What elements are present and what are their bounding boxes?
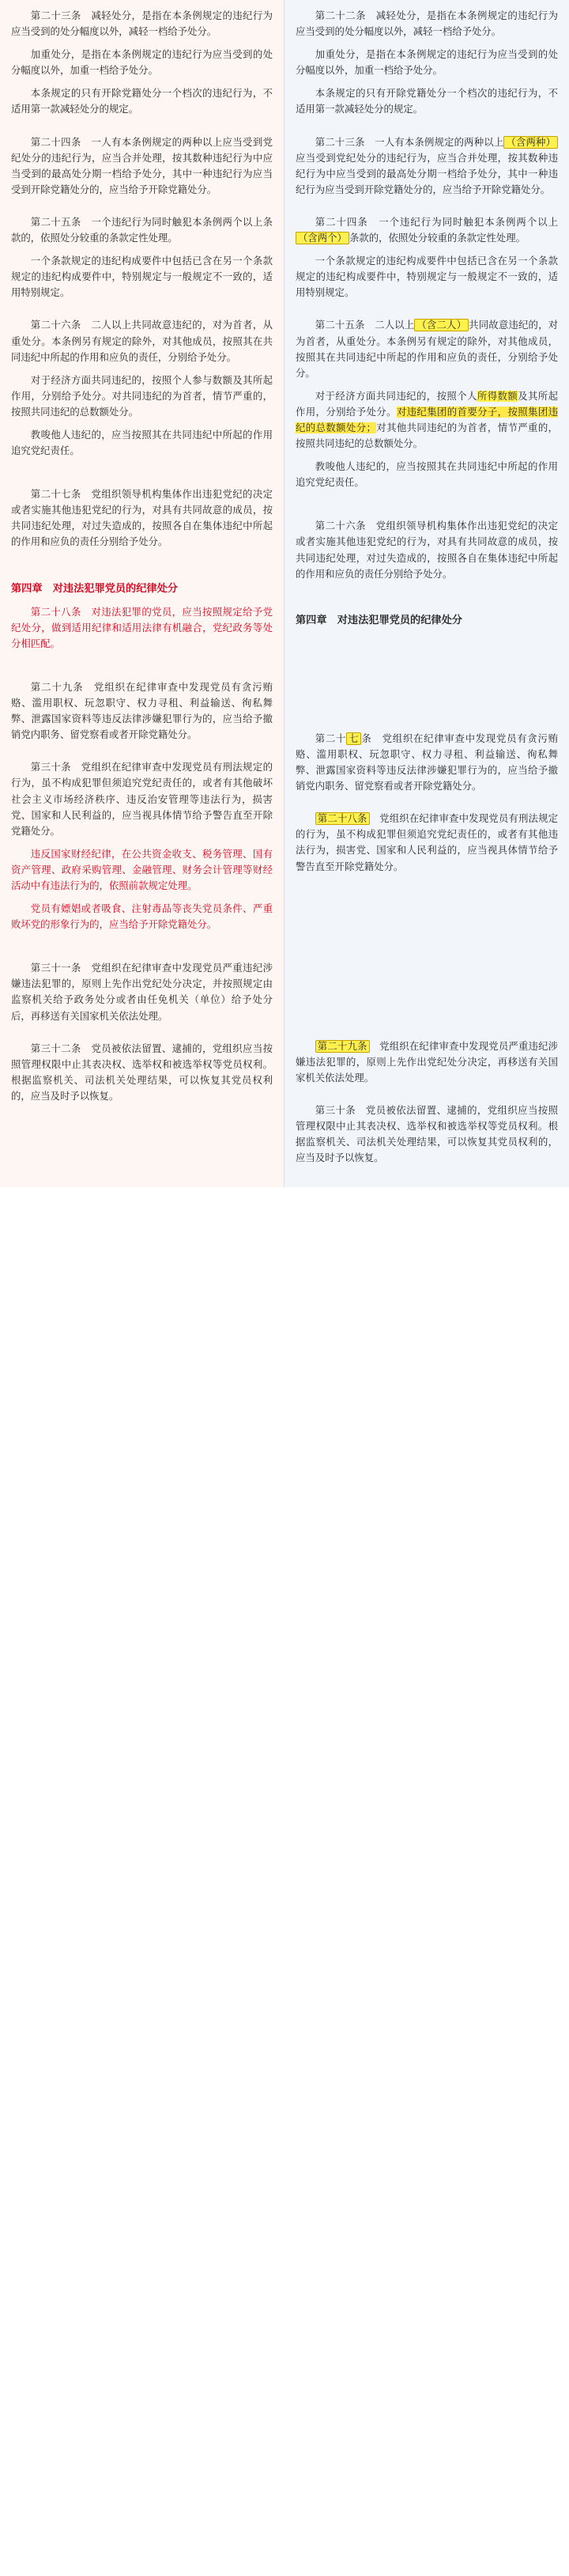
revision-mark: 第二十八条: [315, 812, 370, 825]
spacer: [296, 882, 558, 977]
paragraph-with-mark: [296, 134, 558, 198]
spacer: [296, 205, 558, 214]
text-after: 共同故意违纪的，对为首者，从重处分。本条例另有规定的除外，对其他成员，按照其在共同违纪中所起的作用和应负的责任，分别给予处分。: [296, 320, 559, 379]
paragraph-with-mark: [296, 1038, 558, 1086]
document-comparison: [0, 0, 569, 1187]
text-after: 条款的，依照处分较重的条款定性处理。: [349, 233, 526, 244]
text-before: 第二十三条 一人有本条例规定的两种以上: [315, 136, 504, 148]
paragraph-with-mark: [296, 214, 558, 246]
spacer: [296, 1093, 558, 1103]
spacer: [296, 977, 558, 1038]
text-mid: 两个以上: [516, 216, 559, 228]
spacer: [296, 308, 558, 317]
text-after: 条 党组织在纪律审查中发现党员有贪污贿赂、滥用职权、玩忽职守、权力寻租、利益输送、徇私舞弊、泄露国家资料等违反法律涉嫌犯罪行为的，应当给予撤销党内职务、留党察看或者开除党籍处分。: [296, 732, 559, 792]
paragraph: 一个条款规定的违纪构成要件中包括已含在另一个条款规定的违纪构成要件中，特别规定与一般规定不一致的，适用特别规定。: [11, 255, 273, 299]
paragraph: 第二十九条 党组织在纪律审查中发现党员有贪污贿赂、滥用职权、玩忽职守、权力寻租、利益输送、徇私舞弊、泄露国家资料等违反法律涉嫌犯罪行为的，应当给予撤销党内职务、留党察看或者开除党籍处分。: [11, 681, 273, 741]
text-after: 应当受到党纪处分的违纪行为，应当合并处理，按其数种违纪行为中应当受到的最高处分期一档给予处分，其中一种违纪行为应当受到开除党籍处分的，应当给予开除党籍处分。: [296, 152, 558, 195]
paragraph-with-mark: [296, 811, 558, 874]
paragraph-with-mark: [296, 317, 558, 380]
revision-mark: （含二人）: [414, 319, 469, 331]
paragraph: 第三十一条 党组织在纪律审查中发现党员严重违纪涉嫌违法犯罪的，原则上先作出党纪处分决定，并按照规定由监察机关给予政务处分或者由任免机关（单位）给予处分后，再移送有关国家机关依法处理。: [11, 963, 273, 1022]
revision-highlight: 对违纪集团的首要分子，按照集团违纪的总数额处分；: [296, 406, 558, 433]
paragraph: 第三十条 党员被依法留置、逮捕的，党组织应当按照管理权限中止其表决权、选举权和被选举权等党员权利。根据监察机关、司法机关处理结果，可以恢复其党员权利的，应当及时予以恢复。: [296, 1104, 558, 1164]
paragraph: 第二十七条 党组织领导机构集体作出违犯党纪的决定或者实施其他违犯党纪的行为，对具有共同故意的成员，按共同违纪处理，对过失造成的，按照各自在集体违纪中所起的作用和应负的责任分别给予处分。: [11, 489, 273, 548]
paragraph-revised: 党员有嫖娼或者吸食、注射毒品等丧失党员条件、严重败坏党的形象行为的，应当给予开除党籍处分。: [11, 903, 273, 931]
paragraph: 教唆他人违纪的，应当按照其在共同违纪中所起的作用追究党纪责任。: [11, 429, 273, 457]
paragraph: 加重处分，是指在本条例规定的违纪行为应当受到的处分幅度以外，加重一档给予处分。: [296, 49, 558, 77]
spacer: [11, 205, 273, 214]
paragraph: 第二十二条 减轻处分，是指在本条例规定的违纪行为应当受到的处分幅度以外，减轻一档给予处分。: [296, 10, 558, 38]
text-mid: 及其所起作用，分别给予处分。: [296, 390, 559, 418]
text-before: 第二十五条 二人以上: [315, 320, 415, 331]
paragraph-with-mark: [296, 388, 558, 452]
spacer: [11, 1031, 273, 1041]
spacer: [296, 125, 558, 134]
paragraph: 本条规定的只有开除党籍处分一个档次的违纪行为，不适用第一款减轻处分的规定。: [296, 88, 558, 115]
paragraph-with-mark: [296, 731, 558, 794]
spacer: [296, 497, 558, 518]
paragraph: 第三十条 党组织在纪律审查中发现党员有刑法规定的行为，虽不构成犯罪但须追究党纪责任的，或者有其他破坏社会主义市场经济秩序、违反治安管理等违法行为，损害党、国家和人民利益的，应当视具体情节给予警告直至开除党籍处分。: [11, 762, 273, 837]
revision-mark: 七: [346, 732, 361, 745]
chapter-heading: 第四章 对违法犯罪党员的纪律处分: [11, 581, 178, 594]
paragraph: 一个条款规定的违纪构成要件中包括已含在另一个条款规定的违纪构成要件中，特别规定与一般规定不一致的，适用特别规定。: [296, 255, 558, 299]
spacer: [11, 750, 273, 759]
spacer: [296, 801, 558, 811]
paragraph: 本条规定的只有开除党籍处分一个档次的违纪行为，不适用第一款减轻处分的规定。: [11, 88, 273, 115]
paragraph: 第二十六条 党组织领导机构集体作出违犯党纪的决定或者实施其他违犯党纪的行为，对具有共同故意的成员，按共同违纪处理，对过失造成的，按照各自在集体违纪中所起的作用和应负的责任分别给予处分。: [296, 520, 558, 580]
paragraph: 第二十三条 减轻处分，是指在本条例规定的违纪行为应当受到的处分幅度以外，减轻一档给予处分。: [11, 10, 273, 38]
revision-mark: 第二十九条: [315, 1040, 370, 1053]
paragraph-revised: 第二十八条 对违法犯罪的党员，应当按照规定给予党纪处分，做到适用纪律和适用法律有机融合，党纪政务等处分相匹配。: [11, 606, 273, 649]
text-after: 党组织在纪律审查中发现党员有刑法规定的行为，虽不构成犯罪但须追究党纪责任的，或者有其他违法行为，损害党、国家和人民利益的，应当视具体情节给予警告直至开除党籍处分。: [296, 813, 559, 872]
spacer: [296, 589, 558, 599]
paragraph: 教唆他人违纪的，应当按照其在共同违纪中所起的作用追究党纪责任。: [296, 461, 558, 489]
revision-mark: （含两种）: [503, 136, 558, 149]
spacer: [11, 466, 273, 486]
spacer: [11, 558, 273, 567]
revision-highlight: 所得数额: [477, 390, 518, 402]
spacer: [11, 125, 273, 134]
paragraph: 对于经济方面共同违纪的，按照个人参与数额及其所起作用，分别给予处分。对共同违纪的为首者，情节严重的，按照共同违纪的总数额处分。: [11, 374, 273, 418]
spacer: [296, 636, 558, 731]
revision-mark: （含两个）: [296, 232, 349, 244]
spacer: [11, 308, 273, 317]
paragraph: 第二十四条 一人有本条例规定的两种以上应当受到党纪处分的违纪行为，应当合并处理，按其数种违纪行为中应当受到的最高处分期一档给予处分，其中一种违纪行为应当受到开除党籍处分的，应当给予开除党籍处分。: [11, 136, 273, 195]
text-before: 第二十: [315, 732, 347, 744]
spacer: [11, 940, 273, 960]
left-column: [0, 0, 284, 1187]
paragraph: 第二十五条 一个违纪行为同时触犯本条例两个以上条款的，依照处分较重的条款定性处理。: [11, 216, 273, 244]
text-after: 对其他共同违纪的为首者，情节严重的，按照共同违纪的总数额处分。: [296, 422, 559, 450]
text-before: 第二十四条 一个违纪行为同时触犯本条例: [315, 216, 517, 228]
paragraph: 第二十六条 二人以上共同故意违纪的，对为首者，从重处分。本条例另有规定的除外，对其他成员，按照其在共同违纪中所起的作用和应负的责任，分别给予处分。: [11, 320, 273, 363]
text-after: 党组织在纪律审查中发现党员严重违纪涉嫌违法犯罪的，原则上先作出党纪处分决定，再移送有关国家机关依法处理。: [296, 1040, 559, 1084]
text-before: 对于经济方面共同违纪的，按照个人: [315, 390, 477, 402]
paragraph-revised: 违反国家财经纪律，在公共资金收支、税务管理、国有资产管理、政府采购管理、金融管理、财务会计管理等财经活动中有违法行为的，依照前款规定处理。: [11, 848, 273, 891]
chapter-heading: 第四章 对违法犯罪党员的纪律处分: [296, 613, 462, 626]
spacer: [11, 659, 273, 679]
right-column: [284, 0, 569, 1187]
paragraph: 加重处分，是指在本条例规定的违纪行为应当受到的处分幅度以外，加重一档给予处分。: [11, 49, 273, 77]
paragraph: 第三十二条 党员被依法留置、逮捕的，党组织应当按照管理权限中止其表决权、选举权和被选举权等党员权利。根据监察机关、司法机关处理结果，可以恢复其党员权利的，应当及时予以恢复。: [11, 1042, 273, 1102]
